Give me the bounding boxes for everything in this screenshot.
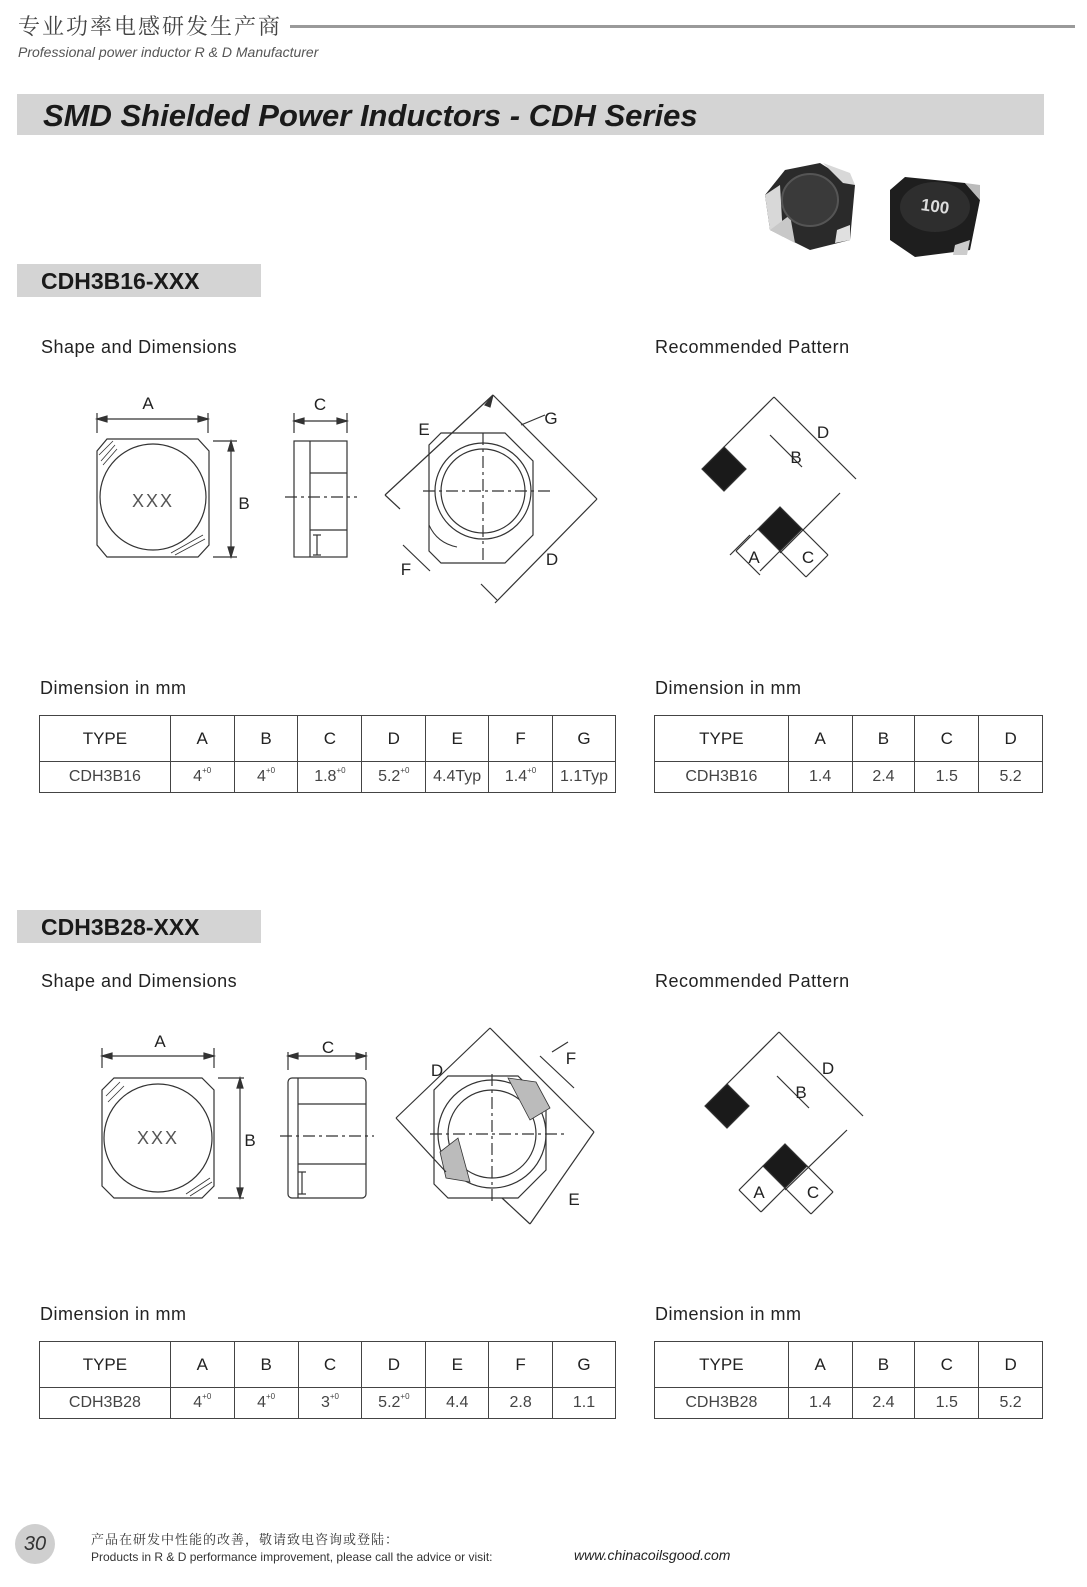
- table-cell: $4^{+0}$: [170, 1388, 234, 1419]
- table-cell: 1.5: [915, 1388, 979, 1419]
- section-title: CDH3B28-XXX: [41, 914, 200, 940]
- table-cell: 4.4Typ: [426, 762, 489, 793]
- header-cell: G: [553, 716, 616, 762]
- header-cell: C: [915, 1342, 979, 1388]
- header-cell: B: [234, 1342, 298, 1388]
- header-cell: B: [234, 716, 298, 762]
- section-title: CDH3B16-XXX: [41, 268, 200, 294]
- company-name-en: Professional power inductor R & D Manufacturer: [18, 44, 319, 60]
- header-cell: E: [426, 1342, 489, 1388]
- part-marking: XXX: [136, 1128, 180, 1148]
- dimension-heading: Dimension in mm: [40, 678, 187, 698]
- dim-label-f: F: [400, 560, 412, 579]
- pattern-label-a: A: [748, 548, 760, 567]
- header-cell: TYPE: [655, 716, 789, 762]
- header-cell: C: [915, 716, 979, 762]
- dim-label-f: F: [565, 1049, 577, 1068]
- header-cell: TYPE: [655, 1342, 789, 1388]
- header-cell: TYPE: [40, 1342, 171, 1388]
- table-cell: $1.8^{+0}$: [298, 762, 362, 793]
- dimension-heading: Dimension in mm: [655, 678, 802, 698]
- photo-marking: 100: [919, 195, 951, 218]
- table-cell: CDH3B28: [40, 1388, 171, 1419]
- header-cell: D: [979, 1342, 1043, 1388]
- table-cell: 1.5: [915, 762, 979, 793]
- header-cell: D: [362, 1342, 426, 1388]
- pattern-label-c: C: [801, 548, 815, 567]
- dim-label-c: C: [321, 1038, 335, 1057]
- pattern-heading: Recommended Pattern: [655, 971, 850, 991]
- table-cell: 5.2: [979, 762, 1043, 793]
- header-cell: A: [788, 1342, 852, 1388]
- header-cell: F: [489, 1342, 553, 1388]
- header-cell: A: [788, 716, 852, 762]
- pattern-heading: Recommended Pattern: [655, 337, 850, 357]
- shape-drawing: [90, 1022, 620, 1242]
- shape-heading: Shape and Dimensions: [41, 971, 238, 991]
- pattern-label-c: C: [806, 1183, 820, 1202]
- table-cell: 1.4: [788, 762, 852, 793]
- header-cell: F: [489, 716, 553, 762]
- table-cell: $3^{+0}$: [298, 1388, 362, 1419]
- header-cell: D: [362, 716, 426, 762]
- table-cell: CDH3B16: [655, 762, 789, 793]
- header-cell: G: [553, 1342, 616, 1388]
- pattern-label-d: D: [821, 1059, 835, 1078]
- dim-label-g: G: [544, 409, 558, 428]
- pattern-table: [654, 1341, 1043, 1419]
- shape-heading: Shape and Dimensions: [41, 337, 238, 357]
- header-cell: A: [170, 1342, 234, 1388]
- footer-note-en: Products in R & D performance improvement, please call the advice or visit:: [91, 1550, 493, 1564]
- dimension-heading: Dimension in mm: [655, 1304, 802, 1324]
- table-cell: 1.1Typ: [553, 762, 616, 793]
- header-cell: TYPE: [40, 716, 171, 762]
- table-cell: $5.2^{+0}$: [362, 1388, 426, 1419]
- table-cell: 1.1: [553, 1388, 616, 1419]
- dim-label-e: E: [568, 1190, 580, 1209]
- table-cell: 2.8: [489, 1388, 553, 1419]
- header-cell: E: [426, 716, 489, 762]
- table-cell: 2.4: [852, 762, 915, 793]
- header-cell: B: [852, 1342, 915, 1388]
- table-cell: $4^{+0}$: [234, 1388, 298, 1419]
- table-cell: CDH3B28: [655, 1388, 789, 1419]
- header-cell: D: [979, 716, 1043, 762]
- part-marking: XXX: [131, 491, 175, 511]
- table-cell: $4^{+0}$: [234, 762, 298, 793]
- shape-drawing: [85, 385, 615, 615]
- table-cell: $5.2^{+0}$: [362, 762, 426, 793]
- page-title: SMD Shielded Power Inductors - CDH Series: [43, 98, 698, 133]
- header-cell: C: [298, 1342, 362, 1388]
- pattern-drawing: [695, 1020, 885, 1230]
- dim-label-d: D: [430, 1061, 444, 1080]
- table-cell: 5.2: [979, 1388, 1043, 1419]
- dim-label-e: E: [418, 420, 430, 439]
- inductor-photo-2: [890, 177, 980, 257]
- pattern-drawing: [690, 385, 880, 595]
- table-cell: 2.4: [852, 1388, 915, 1419]
- product-photo: [755, 155, 995, 265]
- inductor-photo-1: [765, 163, 855, 250]
- dim-label-a: A: [142, 394, 154, 413]
- header-rule: [290, 25, 1075, 28]
- footer-note-cn: 产品在研发中性能的改善，敬请致电咨询或登陆：: [91, 1533, 400, 1548]
- dim-label-a: A: [154, 1032, 166, 1051]
- dimension-table: [39, 715, 616, 793]
- table-cell: $1.4^{+0}$: [489, 762, 553, 793]
- dimension-table: [39, 1341, 616, 1419]
- dim-label-b: B: [238, 494, 250, 513]
- pattern-label-d: D: [816, 423, 830, 442]
- header-cell: B: [852, 716, 915, 762]
- dim-label-d: D: [545, 550, 559, 569]
- dim-label-c: C: [313, 395, 327, 414]
- pattern-table: [654, 715, 1043, 793]
- pattern-label-b: B: [790, 448, 802, 467]
- pattern-label-a: A: [753, 1183, 765, 1202]
- dim-label-b: B: [244, 1131, 256, 1150]
- header-cell: A: [170, 716, 234, 762]
- table-cell: CDH3B16: [40, 762, 171, 793]
- company-name-cn: 专业功率电感研发生产商: [18, 15, 283, 40]
- header-cell: C: [298, 716, 362, 762]
- page-number: 30: [23, 1533, 47, 1555]
- table-cell: 1.4: [788, 1388, 852, 1419]
- table-cell: $4^{+0}$: [170, 762, 234, 793]
- table-cell: 4.4: [426, 1388, 489, 1419]
- dimension-heading: Dimension in mm: [40, 1304, 187, 1324]
- pattern-label-b: B: [795, 1083, 807, 1102]
- footer-url-link[interactable]: www.chinacoilsgood.com: [574, 1547, 731, 1563]
